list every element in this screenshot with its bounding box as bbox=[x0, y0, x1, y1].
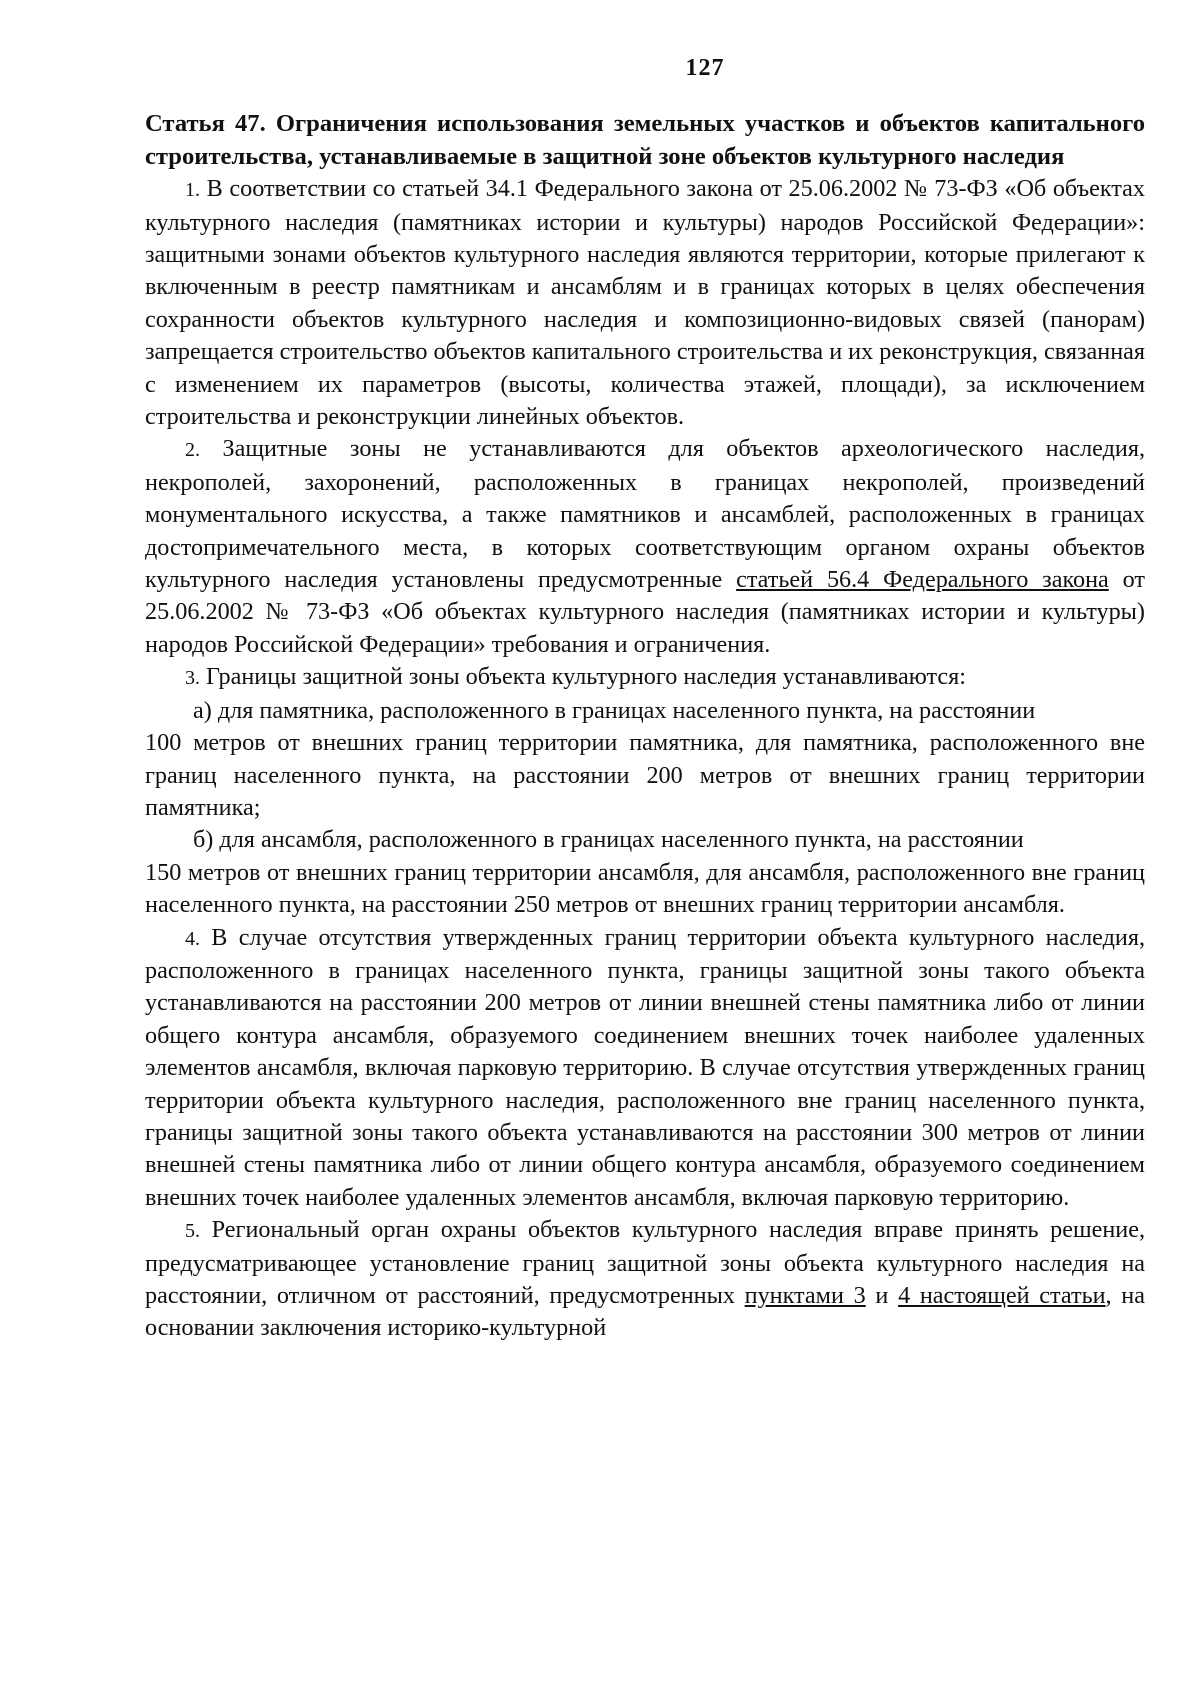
clause-4-link[interactable]: 4 настоящей статьи bbox=[898, 1282, 1106, 1309]
paragraph-5 bbox=[145, 1214, 1145, 1345]
paragraph-text: Региональный орган охраны объектов культурного наследия вправе принять решение, предусматривающее установление границ защитной зоны объекта культурного наследия на расстоянии, отличном от расстояний, предусмотренных bbox=[145, 1216, 1145, 1309]
page-number: 127 bbox=[685, 55, 725, 81]
subparagraph-a-continuation: 100 метров от внешних границ территории памятника, для памятника, расположенного вне границ населенного пункта, на расстоянии 200 метров от внешних границ территории памятника; bbox=[145, 729, 1145, 821]
article-heading: Статья 47. Ограничения использования земельных участков и объектов капитального строительства, устанавливаемые в защитной зоне объектов культурного наследия bbox=[145, 110, 1145, 170]
subparagraph-a bbox=[145, 695, 1145, 727]
paragraph-text: Границы защитной зоны объекта культурного наследия устанавливаются: bbox=[200, 663, 966, 691]
paragraph-number: 1. bbox=[185, 179, 200, 202]
paragraph-text: В соответствии со статьей 34.1 Федерального закона от 25.06.2002 № 73-ФЗ «Об объектах культурного наследия (памятниках истории и культуры) народов Российской Федерации»: защитными зонами объектов культурного наследия являются территории, которые прилегают к включенным в реестр памятникам и ансамблям и в границах которых в целях обеспечения сохранности объектов культурного наследия и композиционно-видовых связей (панорам) запрещается строительство объектов капитального строительства и их реконструкция, связанная с изменением их параметров (высоты, количества этажей, площади), за исключением строительства и реконструкции линейных объектов. bbox=[145, 175, 1145, 431]
law-article-link[interactable]: статьей 56.4 Федерального закона bbox=[736, 566, 1109, 594]
subparagraph-b bbox=[145, 824, 1145, 856]
document-page bbox=[145, 52, 1145, 1345]
subparagraph-text: а) для памятника, расположенного в границах населенного пункта, на расстоянии bbox=[193, 696, 1036, 724]
paragraph-text: от 25.06.2002 № 73-ФЗ «Об объектах культурного наследия (памятниках истории и культуры) народов Российской Федерации» требования и ограничения. bbox=[145, 566, 1145, 658]
paragraph-4 bbox=[145, 922, 1145, 1215]
paragraph-number: 3. bbox=[185, 667, 200, 690]
paragraph-text: и bbox=[865, 1282, 899, 1309]
subparagraph-b-continuation: 150 метров от внешних границ территории ансамбля, для ансамбля, расположенного вне границ населенного пункта, на расстоянии 250 метров от внешних границ территории ансамбля. bbox=[145, 858, 1145, 919]
paragraph-number: 5. bbox=[185, 1220, 200, 1243]
paragraph-number: 4. bbox=[185, 927, 200, 950]
paragraph-1 bbox=[145, 173, 1145, 433]
subparagraph-text: б) для ансамбля, расположенного в границах населенного пункта, на расстоянии bbox=[193, 826, 1024, 854]
paragraph-text: В случае отсутствия утвержденных границ территории объекта культурного наследия, расположенного в границах населенного пункта, границы защитной зоны такого объекта устанавливаются на расстоянии 200 метров от линии внешней стены памятника либо от линии общего контура ансамбля, образуемого соединением внешних точек наиболее удаленных элементов ансамбля, включая парковую территорию. В случае отсутствия утвержденных границ территории объекта культурного наследия, расположенного вне границ населенного пункта, границы защитной зоны такого объекта устанавливаются на расстоянии 300 метров от линии внешней стены памятника либо от линии общего контура ансамбля, образуемого соединением внешних точек наиболее удаленных элементов ансамбля, включая парковую территорию. bbox=[145, 923, 1145, 1211]
paragraph-2 bbox=[145, 433, 1145, 661]
clause-3-link[interactable]: пунктами 3 bbox=[744, 1282, 866, 1309]
paragraph-text: Защитные зоны не устанавливаются для объектов археологического наследия, некрополей, захоронений, расположенных в границах некрополей, произведений монументального искусства, а также памятников и ансамблей, расположенных в границах достопримечательного места, в которых соответствующим органом охраны объектов культурного наследия установлены предусмотренные bbox=[145, 435, 1145, 594]
paragraph-text: , на основании заключения историко-культурной bbox=[145, 1282, 1145, 1342]
paragraph-number: 2. bbox=[185, 439, 200, 462]
paragraph-3 bbox=[145, 661, 1145, 694]
